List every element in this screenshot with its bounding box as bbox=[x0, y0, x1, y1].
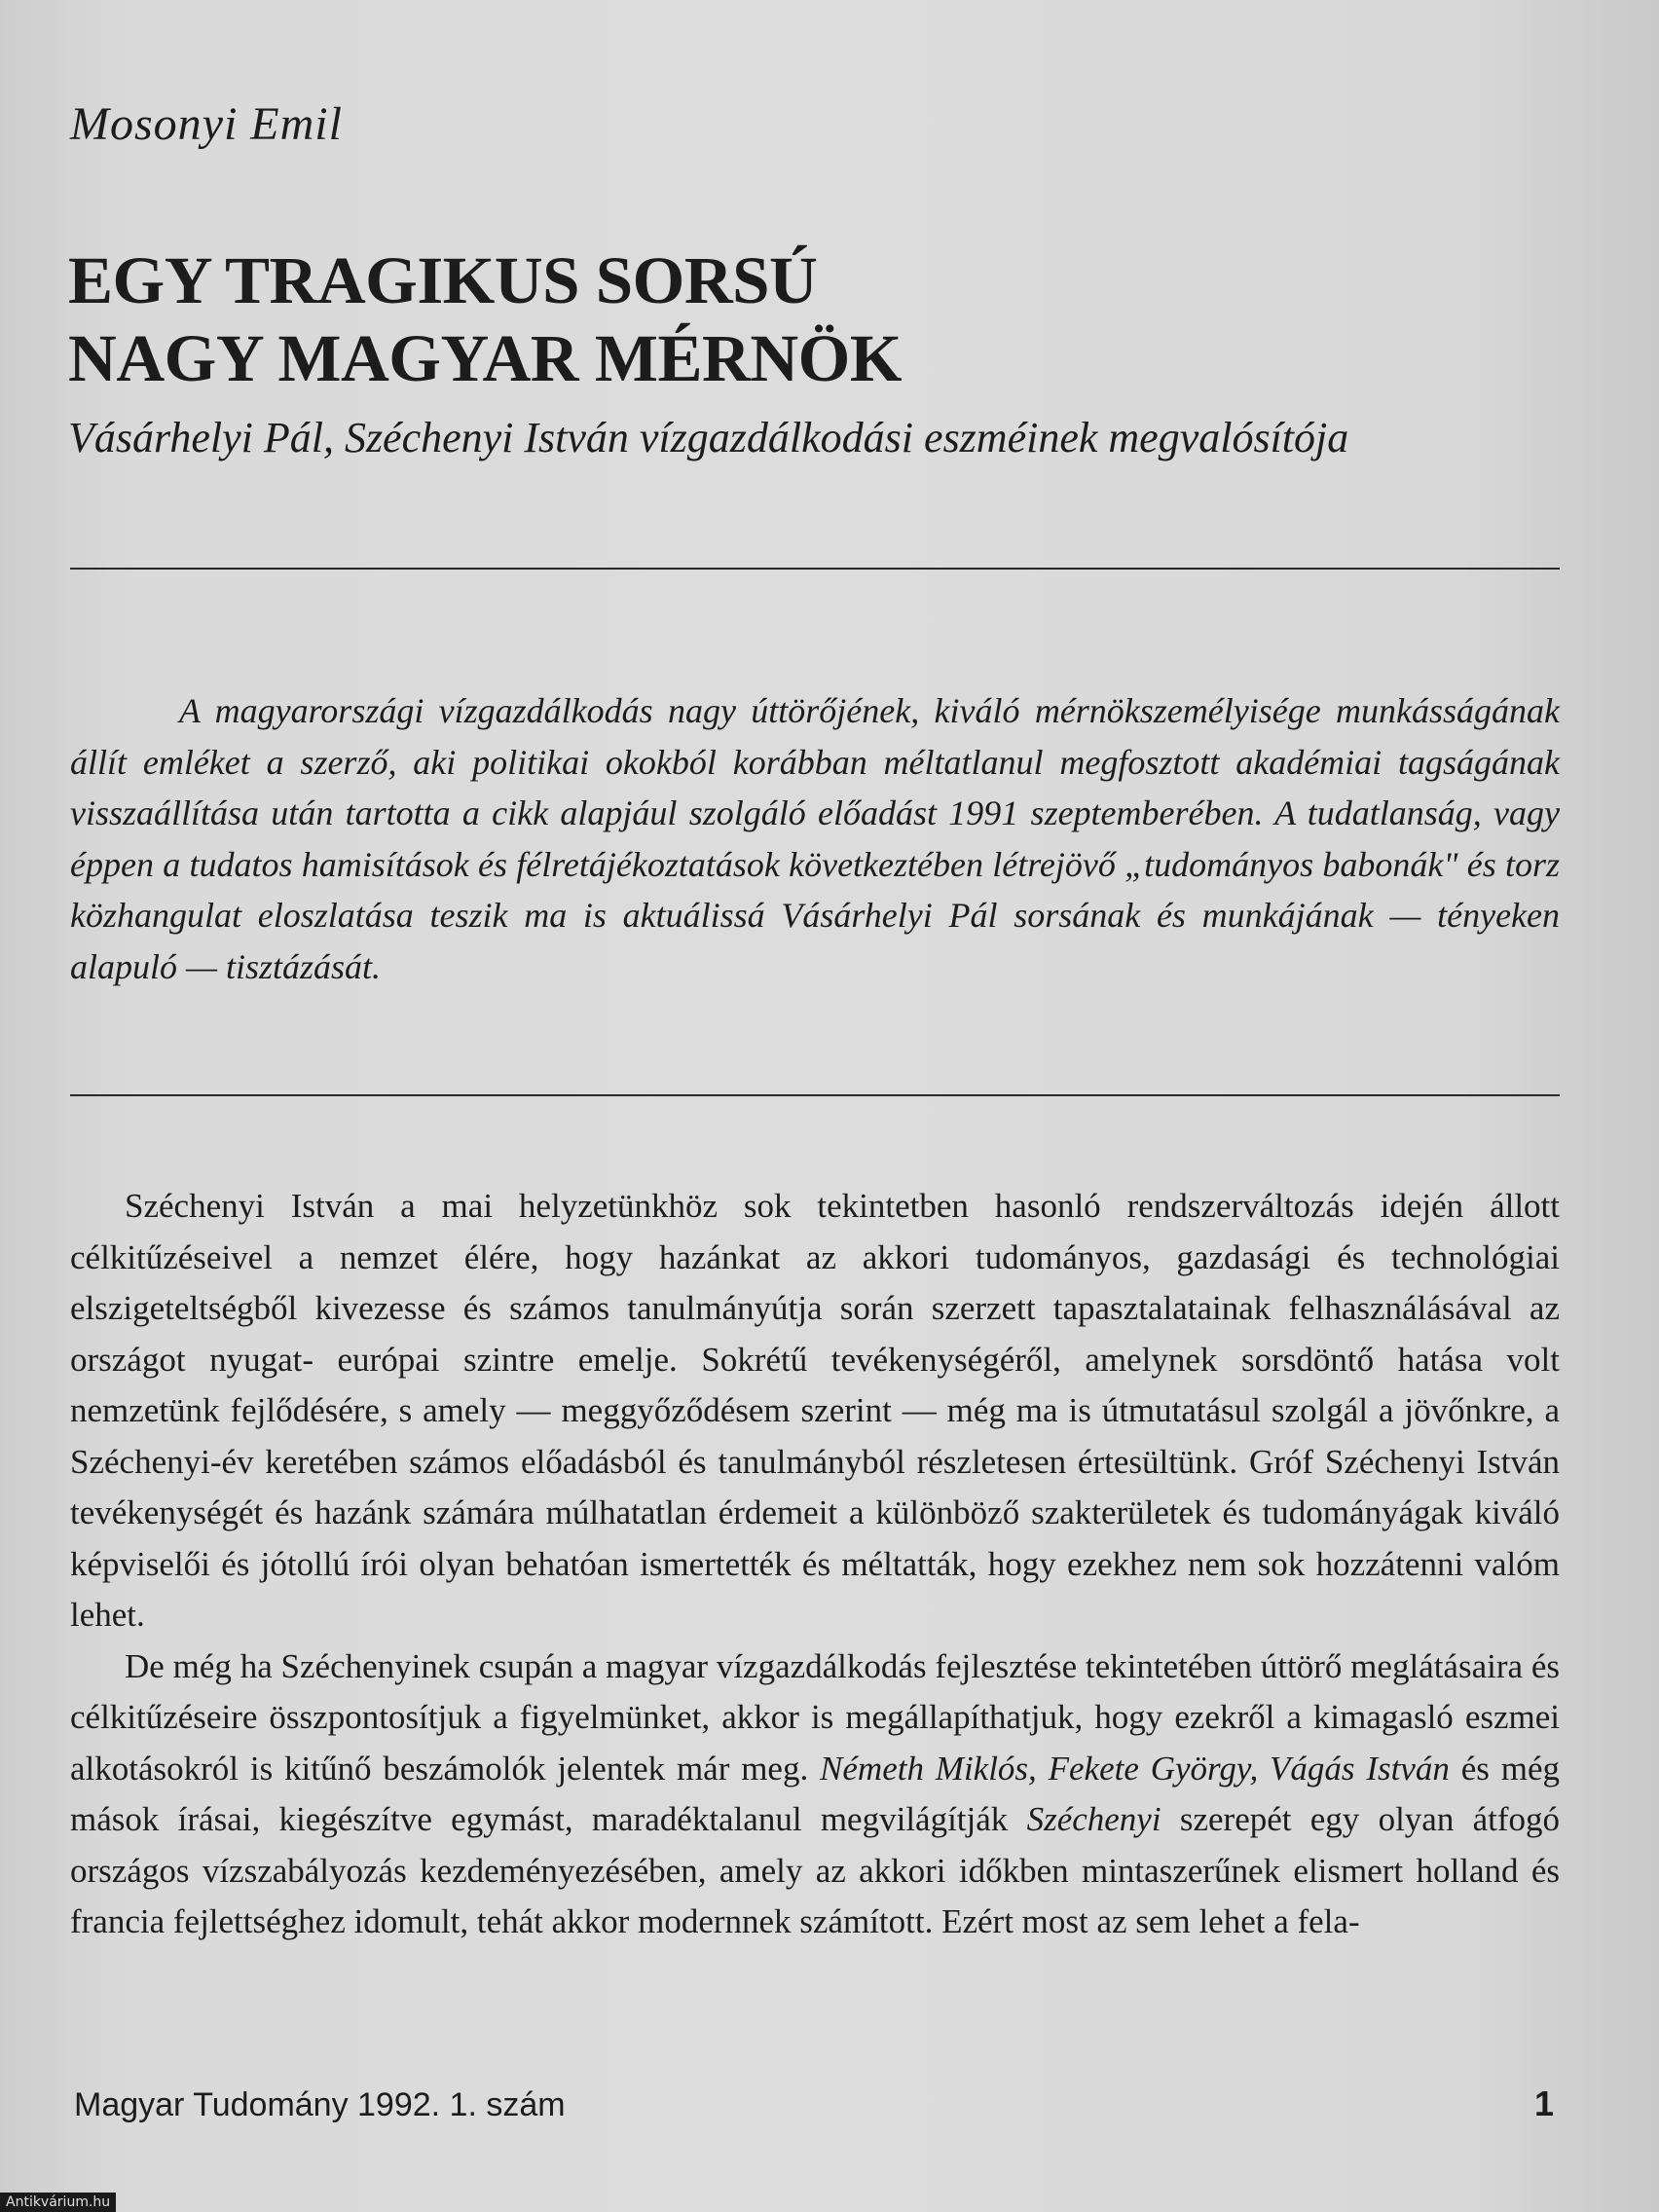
author-names-cited: Németh Miklós, Fekete György, Vágás István bbox=[820, 1749, 1450, 1788]
paragraph-2-end: szerepét egy olyan átfogó országos vízszabályozás kezdeményezésében, amely az akkori időkben mintaszerűnek elismert holland és francia fejlettséghez idomult, tehát akkor modernnek számított. Ezért most az sem lehet a fela- bbox=[70, 1800, 1561, 1940]
divider-top bbox=[70, 568, 1560, 570]
body-paragraph-1: Széchenyi István a mai helyzetünkhöz sok tekintetben hasonló rendszerváltozás idején állott célkitűzéseivel a nemzet élére, hogy hazánkat az akkori tudományos, gazdasági és technológiai elszigeteltségből kivezesse és számos tanulmányútja során szerzett tapasztalatainak felhasználásával az országot nyugat- európai szintre emelje. Sokrétű tevékenységéről, amelynek sorsdöntő hatása volt nemzetünk fejlődésére, s amely — meggyőződésem szerint — még ma is útmutatásul szolgál a jövőnkre, a Széchenyi-év keretében számos előadásból és tanulmányból részletesen értesültünk. Gróf Széchenyi István tevékenységét és hazánk számára múlhatatlan érdemeit a különböző szakterületek és tudományágak kiváló képviselői és jótollú írói olyan behatóan ismertették és méltatták, hogy ezekhez nem sok hozzátenni valóm lehet. bbox=[70, 1187, 1560, 1634]
title-line-1: EGY TRAGIKUS SORSÚ bbox=[68, 243, 818, 317]
abstract-paragraph: A magyarországi vízgazdálkodás nagy úttörőjének, kiváló mérnökszemélyisége munkásságának állít emléket a szerző, aki politikai okokból korábban méltatlanul megfosztott akadémiai tagságának visszaállítása után tartotta a cikk alapjául szolgáló előadást 1991 szeptemberében. A tudatlanság, vagy éppen a tudatos hamisítások és félretájékoztatások következtében létrejövő „tudományos babonák" és torz közhangulat eloszlatása teszik ma is aktuálissá Vásárhelyi Pál sorsának és munkájának — tényeken alapuló — tisztázását. bbox=[70, 691, 1560, 986]
author-name: Mosonyi Emil bbox=[70, 98, 343, 150]
watermark-label: Antikvárium.hu bbox=[0, 2193, 116, 2212]
journal-footer: Magyar Tudomány 1992. 1. szám bbox=[74, 2086, 566, 2123]
paragraph-2-middle: és még mások írásai, kiegészítve egymást, maradéktalanul megvilágítják bbox=[70, 1749, 1561, 1838]
szechenyi-name: Széchenyi bbox=[1026, 1800, 1161, 1838]
article-subtitle: Vásárhelyi Pál, Széchenyi István vízgazdálkodási eszméinek megvalósítója bbox=[68, 414, 1349, 461]
title-line-2: NAGY MAGYAR MÉRNÖK bbox=[68, 321, 903, 395]
body-paragraph-2 bbox=[70, 1641, 1560, 1948]
paragraph-2-start: De még ha Széchenyinek csupán a magyar vízgazdálkodás fejlesztése tekintetében úttörő meglátásaira és célkitűzéseire összpontosítjuk a figyelmünket, akkor is megállapíthatjuk, hogy ezekről a kimagasló eszmei alkotásokról is kitűnő beszámolók jelentek már meg. bbox=[70, 1646, 1560, 1788]
article-body bbox=[70, 1181, 1560, 1948]
divider-bottom bbox=[70, 1094, 1560, 1096]
article-title bbox=[68, 241, 902, 397]
page-number: 1 bbox=[1534, 2083, 1555, 2123]
